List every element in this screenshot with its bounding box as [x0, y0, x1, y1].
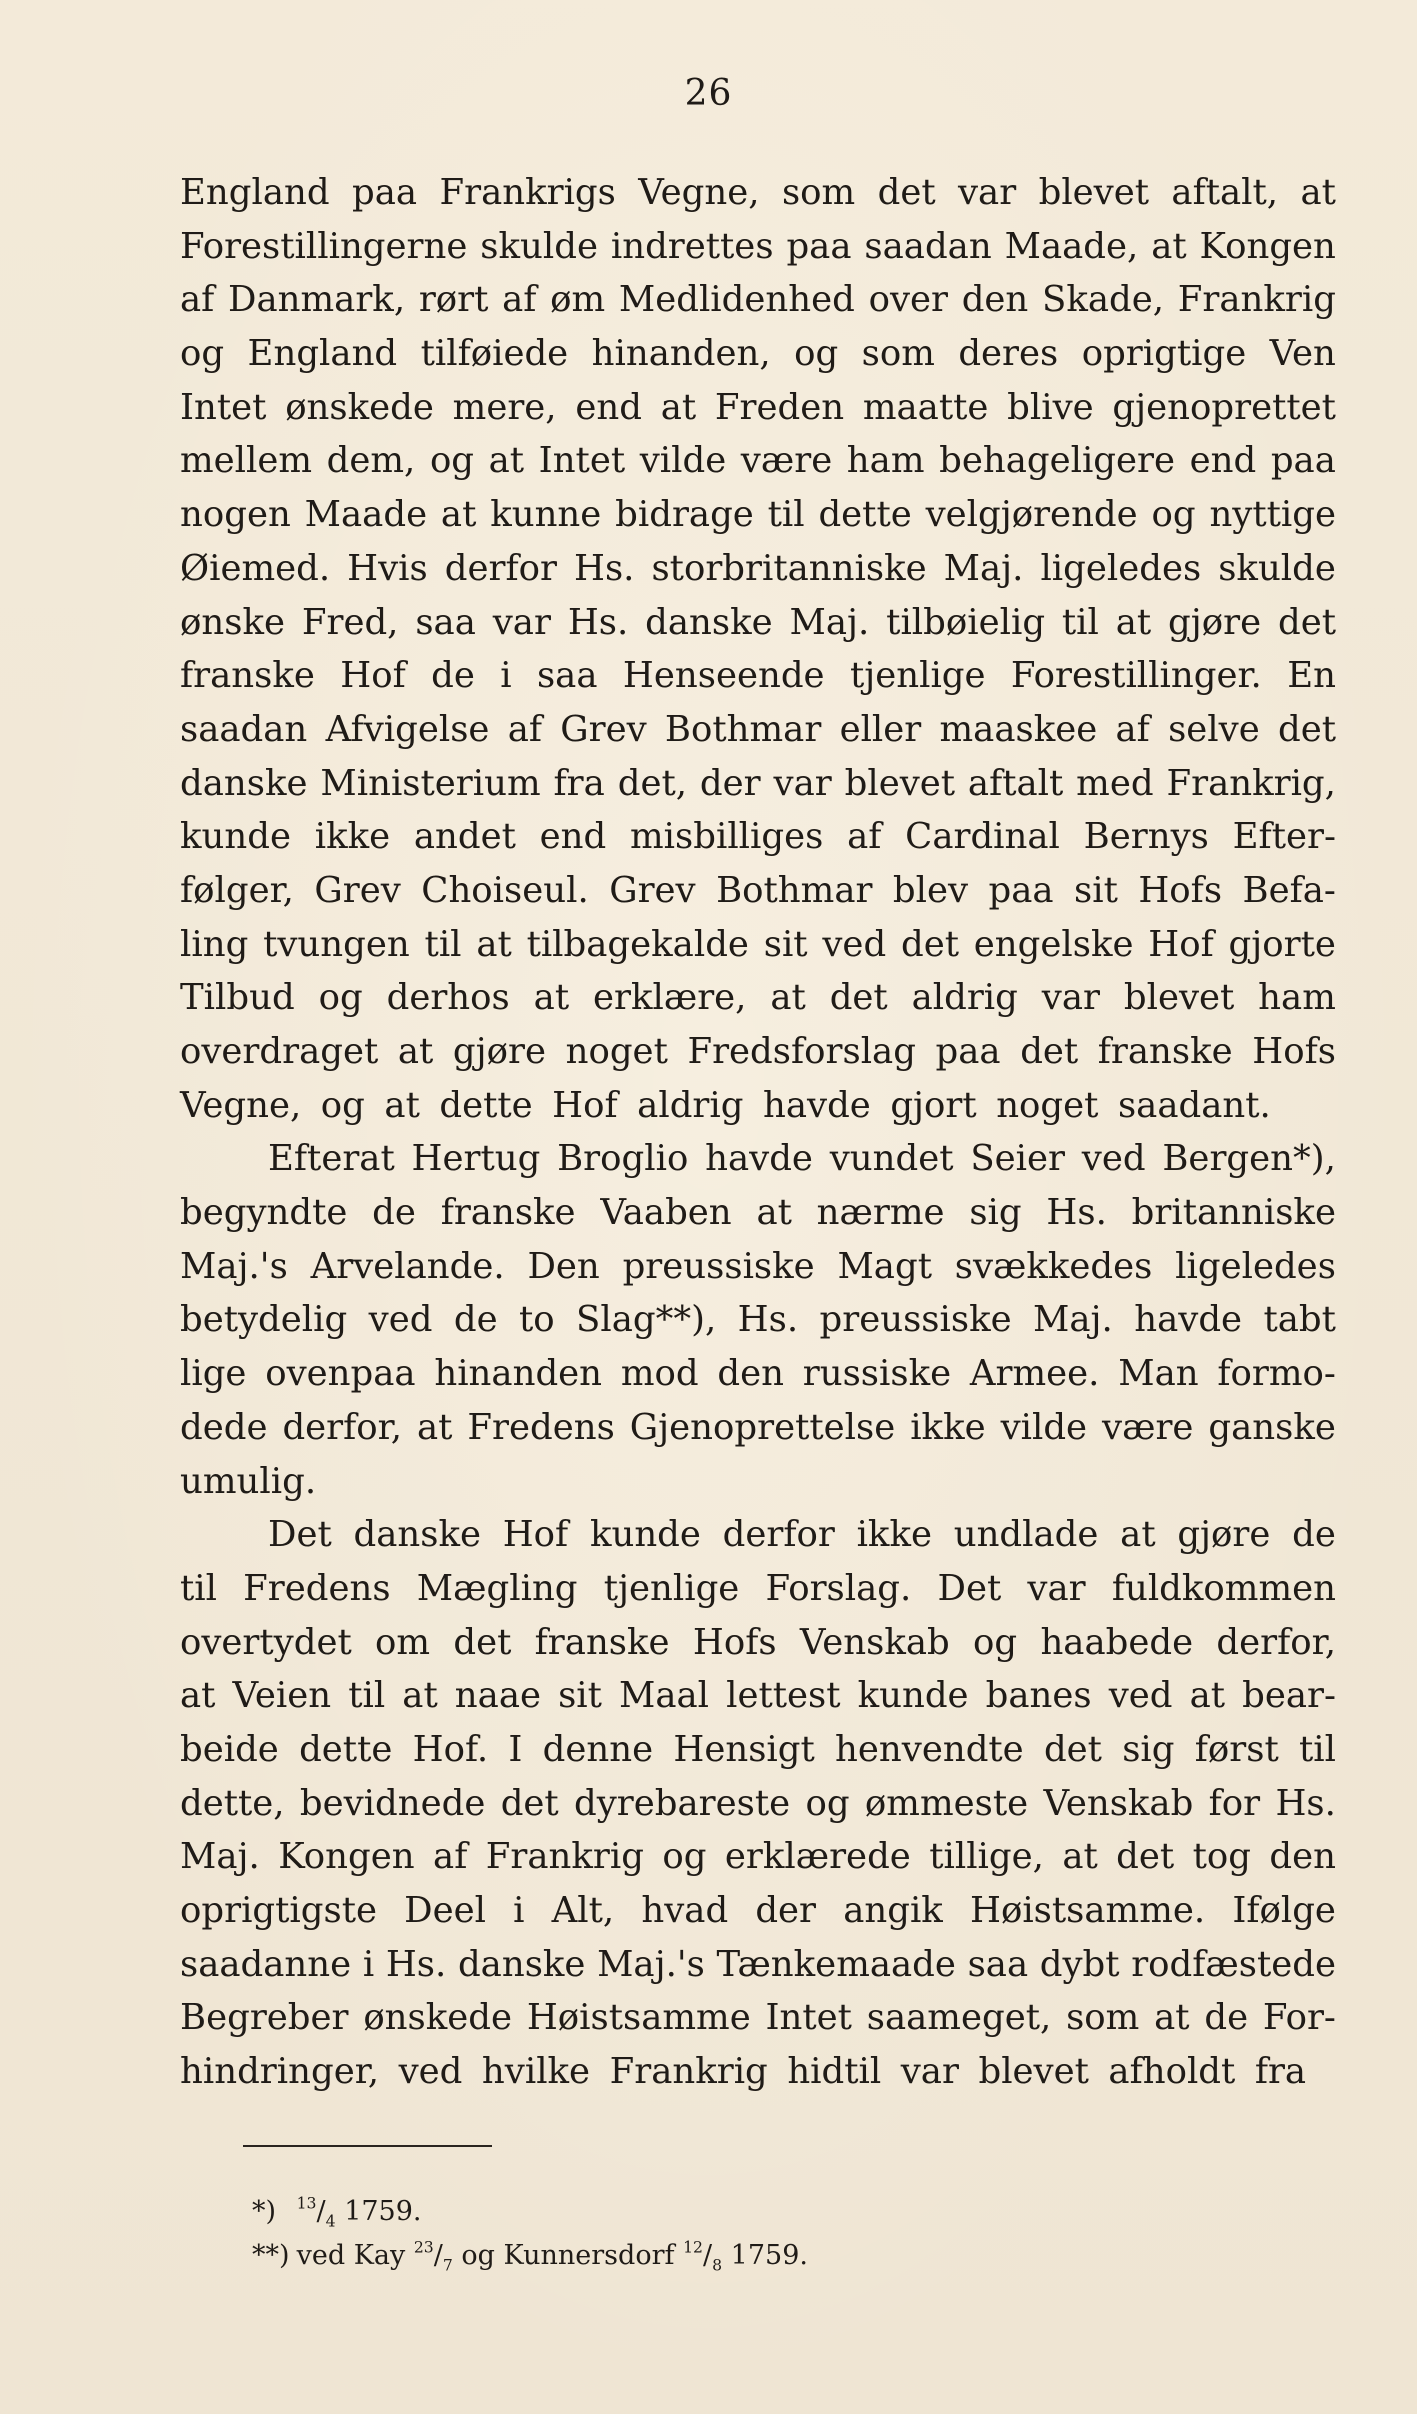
text-line: Maj. Kongen af Frankrig og erklærede tillige, at det tog den — [180, 1836, 1336, 1878]
text-line: og England tilføiede hinanden, og som deres oprigtige Ven — [180, 333, 1336, 375]
text-line: overtydet om det franske Hofs Venskab og haabede derfor, — [180, 1621, 1336, 1663]
text-line: ønske Fred, saa var Hs. danske Maj. tilbøielig til at gjøre det — [180, 601, 1336, 643]
text-line: Vegne, og at dette Hof aldrig havde gjort noget saadant. — [180, 1084, 1271, 1126]
text-line: Intet ønskede mere, end at Freden maatte blive gjenoprettet — [180, 386, 1336, 428]
footnote-middle: og Kunnersdorf — [461, 2240, 675, 2271]
text-line: dede derfor, at Fredens Gjenoprettelse ikke vilde være ganske — [180, 1406, 1336, 1448]
text-line: til Fredens Mægling tjenlige Forslag. Det var fuldkommen — [180, 1567, 1336, 1609]
footnote-1 — [252, 2190, 808, 2234]
text-line: Tilbud og derhos at erklære, at det aldrig var blevet ham — [180, 977, 1336, 1019]
text-line: saadanne i Hs. danske Maj.'s Tænkemaade saa dybt rodfæstede — [180, 1943, 1336, 1985]
footnote-date: $^{12}/_8$ — [683, 2237, 723, 2275]
text-line: beide dette Hof. I denne Hensigt henvendte det sig først til — [180, 1728, 1336, 1770]
footnote-year: 1759. — [730, 2240, 808, 2271]
footnote-2 — [252, 2234, 808, 2278]
text-line: begyndte de franske Vaaben at nærme sig Hs. britanniske — [180, 1192, 1336, 1234]
footnote-prefix: ved Kay — [296, 2240, 406, 2271]
text-line: ling tvungen til at tilbagekalde sit ved det engelske Hof gjorte — [180, 923, 1336, 965]
footnote-date: $^{13}/_4$ — [296, 2193, 336, 2231]
text-line: nogen Maade at kunne bidrage til dette velgjørende og nyttige — [180, 494, 1336, 536]
footnote-separator — [243, 2145, 492, 2147]
text-line: Øiemed. Hvis derfor Hs. storbritanniske Maj. ligeledes skulde — [180, 547, 1336, 589]
text-line: betydelig ved de to Slag**), Hs. preussiske Maj. havde tabt — [180, 1299, 1336, 1341]
text-line: kunde ikke andet end misbilliges af Cardinal Bernys Efter- — [180, 816, 1336, 858]
paragraph-1 — [180, 166, 1336, 1132]
text-line: England paa Frankrigs Vegne, som det var blevet aftalt, at — [180, 172, 1336, 213]
body-text — [180, 166, 1336, 2099]
text-line: umulig. — [180, 1460, 317, 1502]
text-line: danske Ministerium fra det, der var blevet aftalt med Frankrig, — [180, 762, 1336, 804]
text-line: Efterat Hertug Broglio havde vundet Seier ved Bergen*), — [268, 1138, 1336, 1180]
text-line: af Danmark, rørt af øm Medlidenhed over den Skade, Frankrig — [180, 279, 1336, 321]
text-line: overdraget at gjøre noget Fredsforslag paa det franske Hofs — [180, 1031, 1336, 1072]
text-line: franske Hof de i saa Henseende tjenlige Forestillinger. En — [180, 655, 1336, 697]
text-line: hindringer, ved hvilke Frankrig hidtil var blevet afholdt fra — [180, 2051, 1307, 2093]
text-line: følger, Grev Choiseul. Grev Bothmar blev paa sit Hofs Befa- — [180, 869, 1336, 911]
text-line: saadan Afvigelse af Grev Bothmar eller maaskee af selve det — [180, 708, 1336, 750]
footnote-marker: **) — [252, 2240, 290, 2271]
text-line: Det danske Hof kunde derfor ikke undlade at gjøre de — [268, 1514, 1336, 1556]
text-line: lige ovenpaa hinanden mod den russiske Armee. Man formo- — [180, 1353, 1336, 1395]
text-line: Begreber ønskede Høistsamme Intet saameget, som at de For- — [180, 1997, 1336, 2039]
page-number: 26 — [684, 73, 733, 114]
paragraph-2 — [180, 1132, 1336, 1508]
text-line: dette, bevidnede det dyrebareste og ømmeste Venskab for Hs. — [180, 1782, 1336, 1824]
text-line: Forestillingerne skulde indrettes paa saadan Maade, at Kongen — [180, 225, 1336, 267]
text-line: at Veien til at naae sit Maal lettest kunde banes ved at bear- — [180, 1675, 1336, 1717]
text-line: mellem dem, og at Intet vilde være ham behageligere end paa — [180, 440, 1336, 482]
footnote-year: 1759. — [344, 2196, 422, 2227]
footnote-date: $^{23}/_7$ — [413, 2237, 453, 2275]
text-line: oprigtigste Deel i Alt, hvad der angik Høistsamme. Ifølge — [180, 1890, 1336, 1931]
footnotes — [252, 2190, 808, 2278]
text-line: Maj.'s Arvelande. Den preussiske Magt svækkedes ligeledes — [180, 1245, 1336, 1287]
paragraph-3 — [180, 1508, 1336, 2099]
footnote-marker: *) — [252, 2196, 277, 2227]
